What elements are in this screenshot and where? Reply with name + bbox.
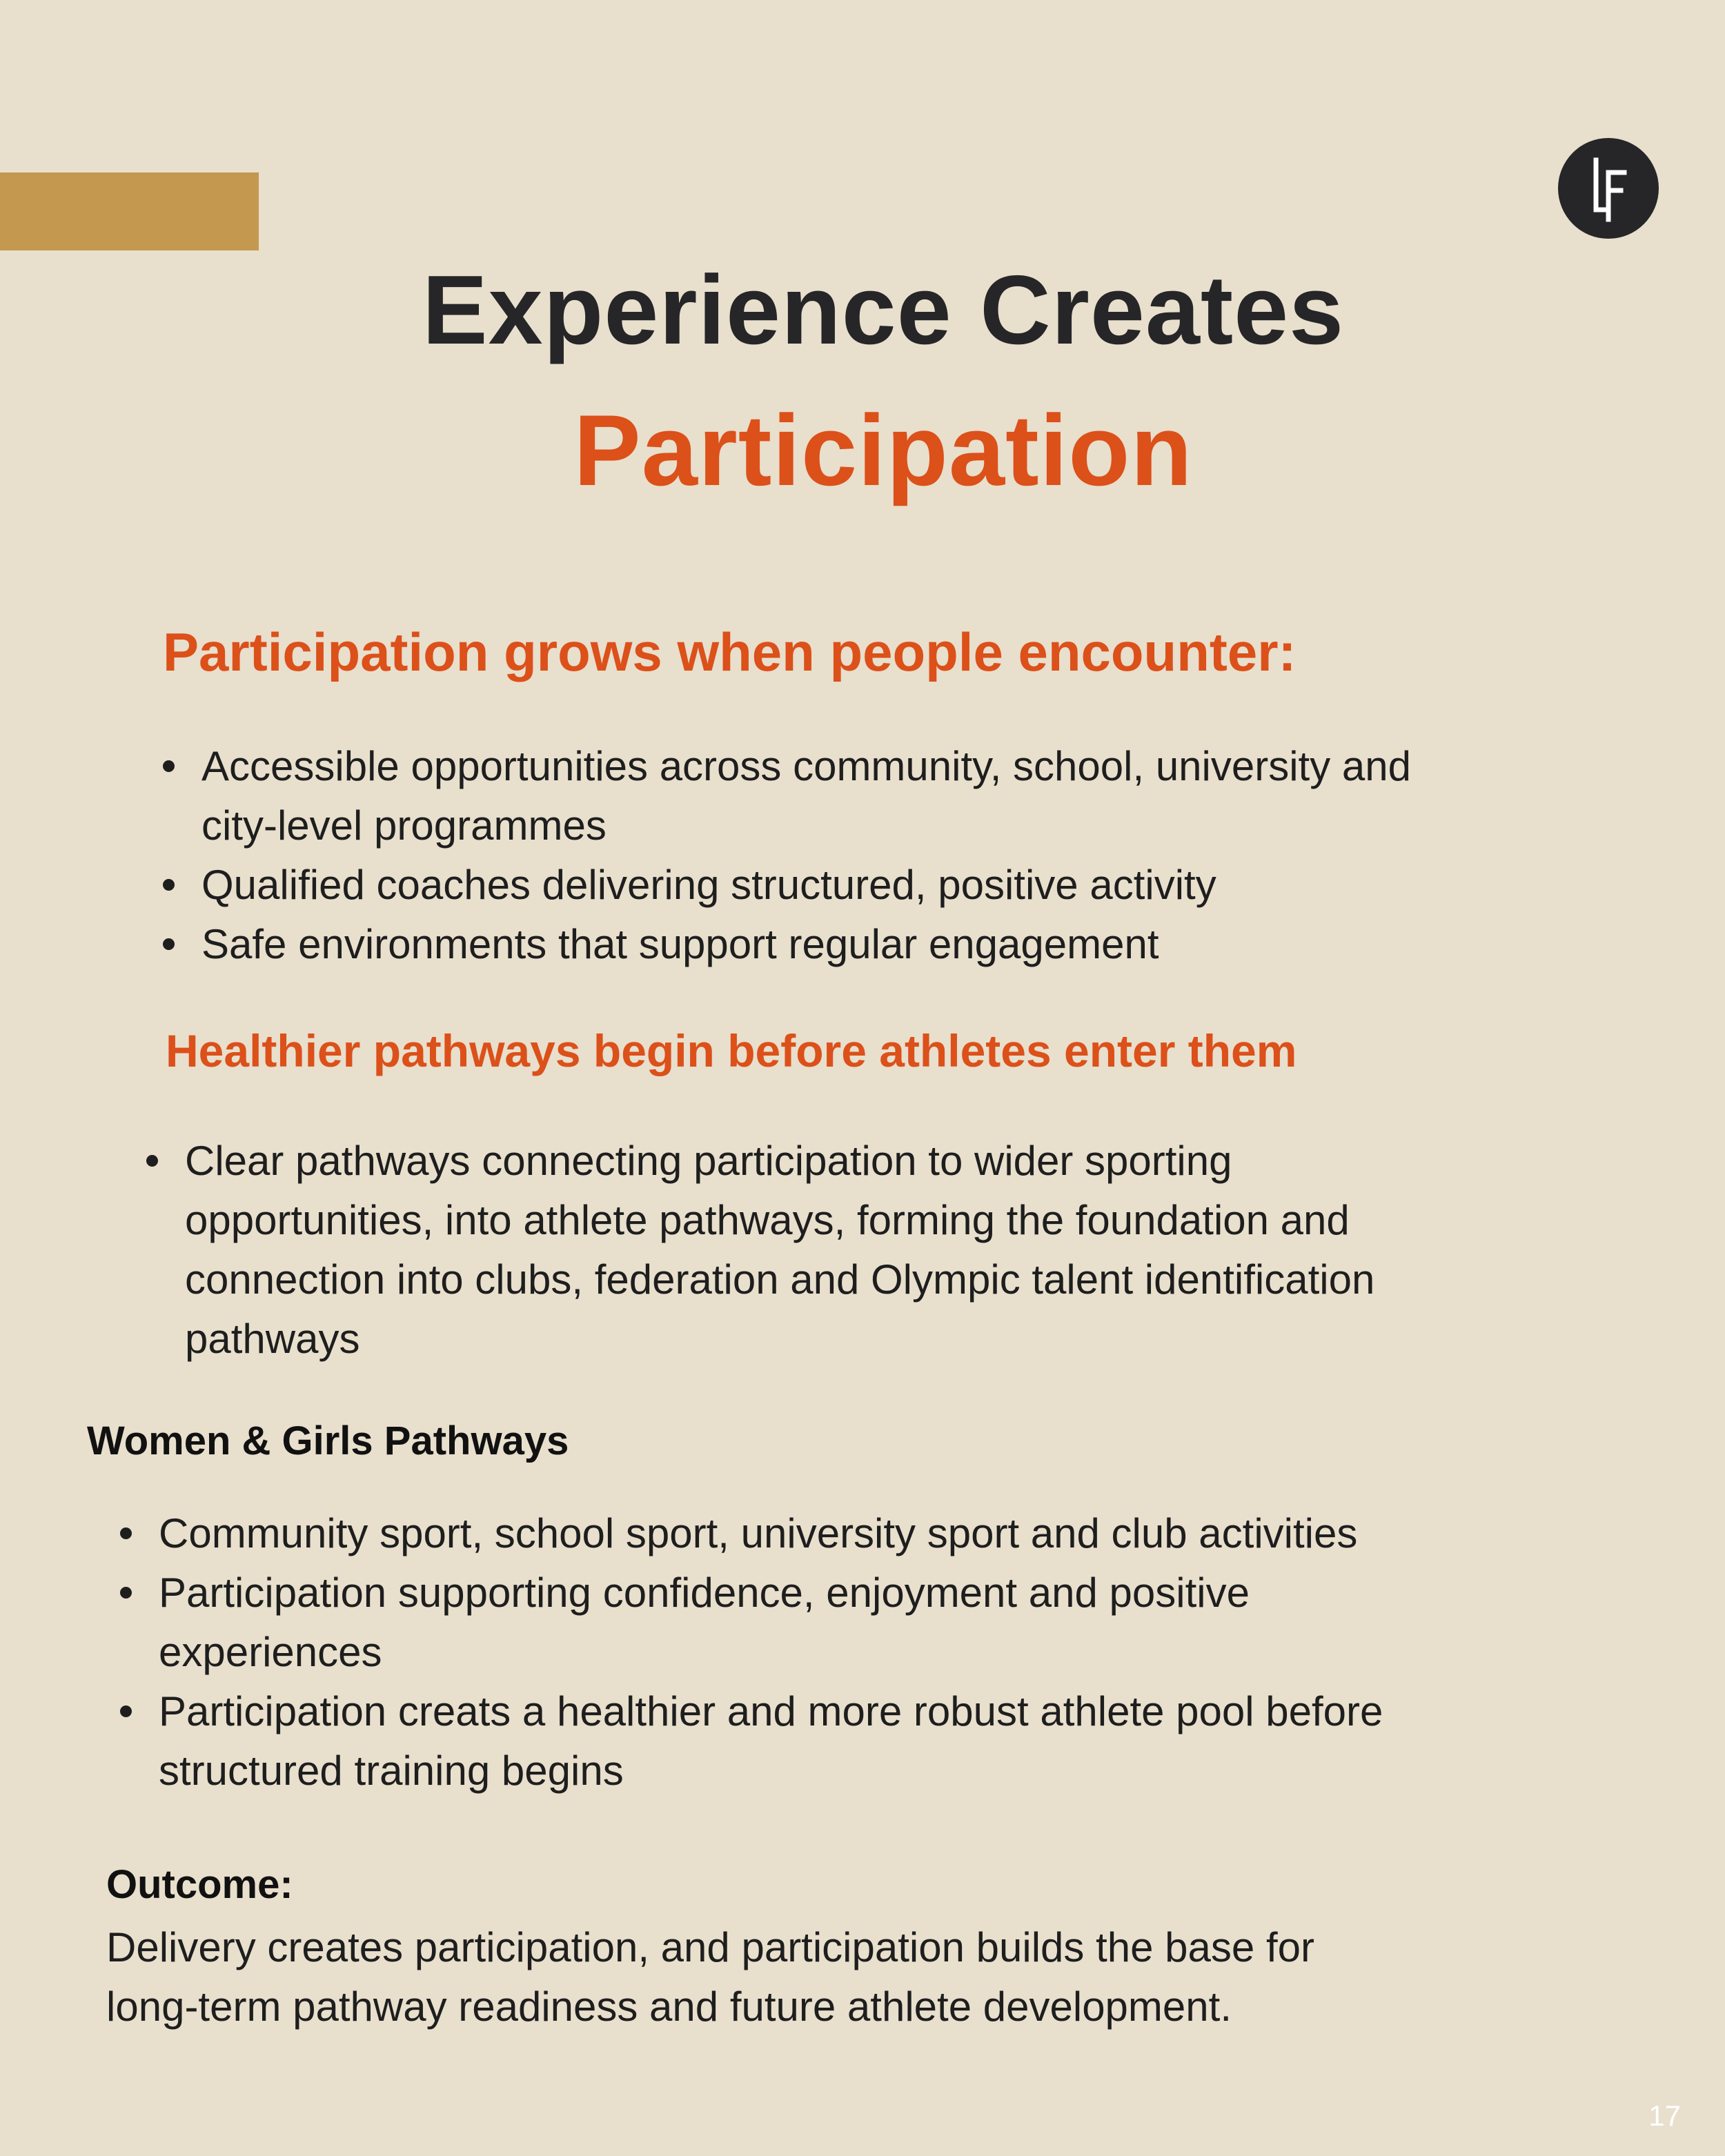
bullet-list-women — [117, 1504, 1383, 1801]
section-heading-healthier: Healthier pathways begin before athletes enter them — [166, 1025, 1297, 1076]
list-item-line: Community sport, school sport, university sport and club activities — [159, 1510, 1358, 1556]
bullet-list-grows — [160, 737, 1411, 974]
accent-bar — [0, 172, 259, 250]
page-title-highlight: Participation — [573, 394, 1193, 506]
list-item-line: city-level programmes — [201, 802, 607, 849]
outcome-heading: Outcome: — [106, 1862, 293, 1907]
list-item-line: connection into clubs, federation and Olympic talent identification — [185, 1256, 1375, 1303]
list-item — [160, 915, 1411, 974]
list-item-line: Participation supporting confidence, enjoyment and positive — [159, 1570, 1250, 1616]
outcome-text — [106, 1918, 1314, 2037]
list-item — [160, 856, 1411, 915]
list-item-line: Safe environments that support regular engagement — [201, 921, 1159, 967]
bullet-list-healthier — [144, 1131, 1374, 1369]
outcome-line: long-term pathway readiness and future athlete development. — [106, 1984, 1232, 2030]
section-heading-women: Women & Girls Pathways — [87, 1418, 569, 1463]
list-item-line: opportunities, into athlete pathways, forming the foundation and — [185, 1197, 1350, 1243]
list-item — [117, 1682, 1383, 1801]
list-item-line: pathways — [185, 1316, 360, 1362]
outcome-line: Delivery creates participation, and participation builds the base for — [106, 1924, 1314, 1970]
list-item-line: Participation creats a healthier and more robust athlete pool before — [159, 1688, 1383, 1734]
list-item-line: Accessible opportunities across community, school, university and — [201, 743, 1412, 789]
list-item-line: experiences — [159, 1629, 382, 1675]
list-item — [144, 1131, 1374, 1369]
list-item — [160, 737, 1411, 856]
list-item — [117, 1504, 1383, 1563]
list-item-line: Qualified coaches delivering structured, positive activity — [201, 862, 1216, 908]
page-number: 17 — [1648, 2099, 1681, 2132]
lf-monogram-icon — [1558, 138, 1659, 239]
page-title: Experience Creates — [422, 255, 1345, 365]
section-heading-grows: Participation grows when people encounter: — [163, 622, 1297, 682]
list-item-line: structured training begins — [159, 1748, 624, 1794]
list-item — [117, 1563, 1383, 1682]
list-item-line: Clear pathways connecting participation to wider sporting — [185, 1138, 1232, 1184]
